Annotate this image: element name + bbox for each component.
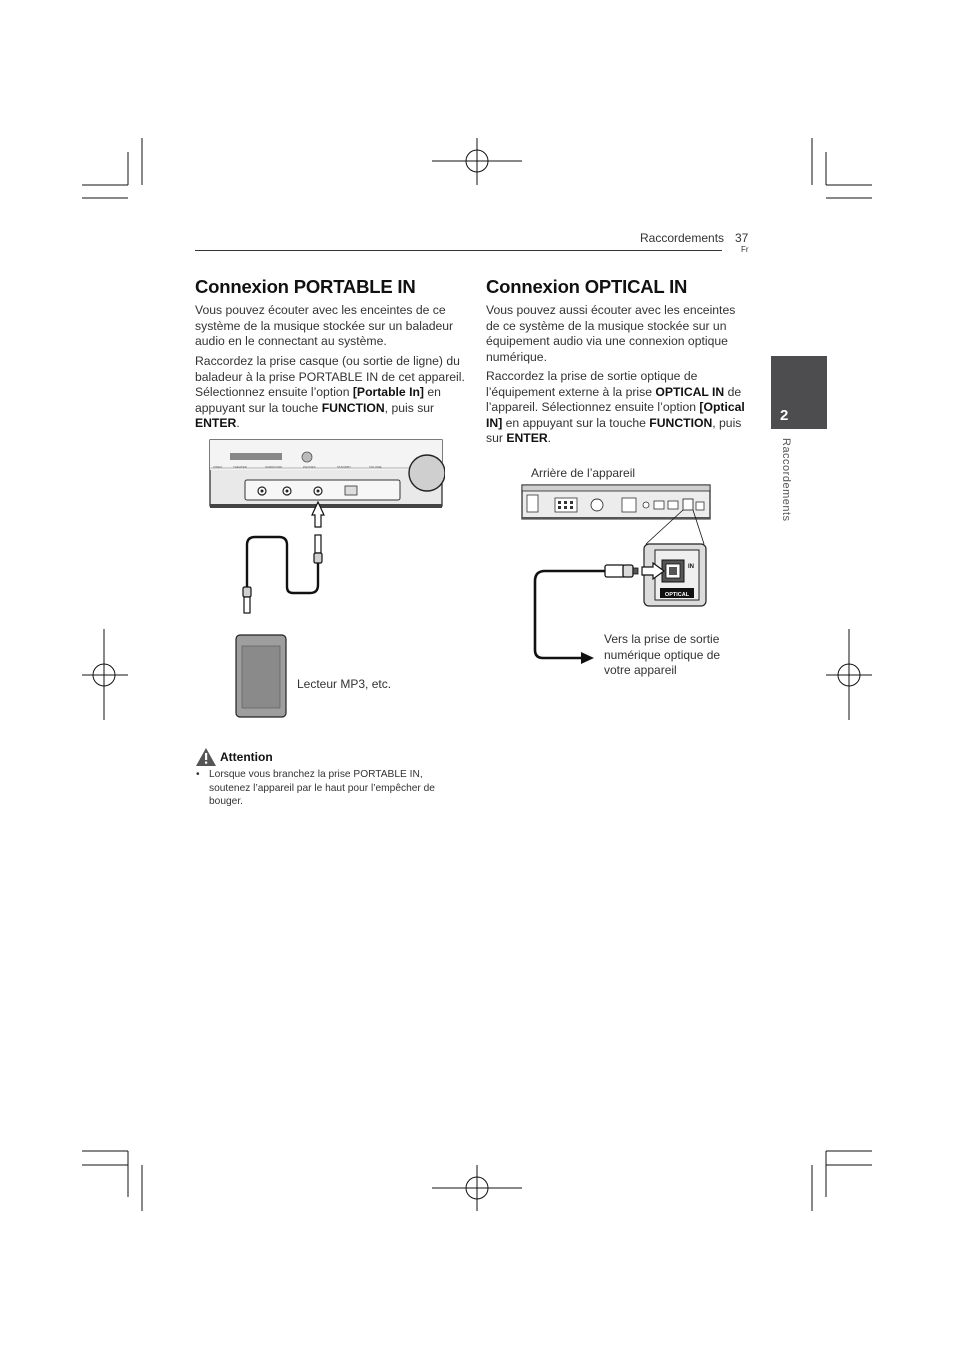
portable-heading: Connexion PORTABLE IN [195,276,416,297]
warning-icon [195,747,217,767]
volume-knob [409,455,445,491]
mp3-player-caption: Lecteur MP3, etc. [297,677,392,691]
attention-item: • Lorsque vous branchez la prise PORTABLE IN, soutenez l’appareil par le haut pour l’empêcher de bouger. [196,768,464,809]
running-header-section: Raccordements [640,231,725,245]
language-code: Fr [741,245,749,254]
optical-intro: Vous pouvez aussi écouter avec les enceintes de ce système de la musique stockée sur un équipement audio via une connexion optique numérique. [486,303,736,364]
page-number: 37 [735,231,749,245]
rear-panel-caption: Arrière de l’appareil [531,466,636,480]
optical-in-label: IN [688,564,694,570]
svg-text:VOLUME: VOLUME [369,465,382,469]
svg-text:STANDBY: STANDBY [337,465,351,469]
optical-heading: Connexion OPTICAL IN [486,276,688,297]
attention-title: Attention [220,750,273,764]
svg-text:SURROUND: SURROUND [265,465,283,469]
usb-port [345,486,357,495]
portable-instructions: Raccordez la prise casque (ou sortie de ligne) du baladeur à la prise PORTABLE IN de cet appareil. Sélectionnez ensuite l’option [Portable In] en appuyant sur la touche FUNCTION, puis sur ENTER. [195,354,465,431]
chapter-label: Raccordements [780,438,792,522]
display-window [230,453,282,460]
optical-port-label: OPTICAL [664,592,690,598]
chapter-number: 2 [780,407,789,424]
optical-instructions: Raccordez la prise de sortie optique de l’équipement externe à la prise OPTICAL IN de l’appareil. Sélectionnez ensuite l’option [Optical IN] en appuyant sur la touche FUNCTION, puis sur ENTER. [486,369,745,446]
svg-text:VIDEO: VIDEO [213,465,223,469]
svg-text:THEATER: THEATER [233,465,247,469]
header-rule [195,250,722,251]
portable-intro: Vous pouvez écouter avec les enceintes de ce système de la musique stockée sur un baladeur audio en le connectant au système. [195,303,454,349]
optical-output-caption: Vers la prise de sortie numérique optique de votre appareil [604,632,721,677]
attention-list [196,768,464,809]
svg-text:PHONES: PHONES [303,465,316,469]
